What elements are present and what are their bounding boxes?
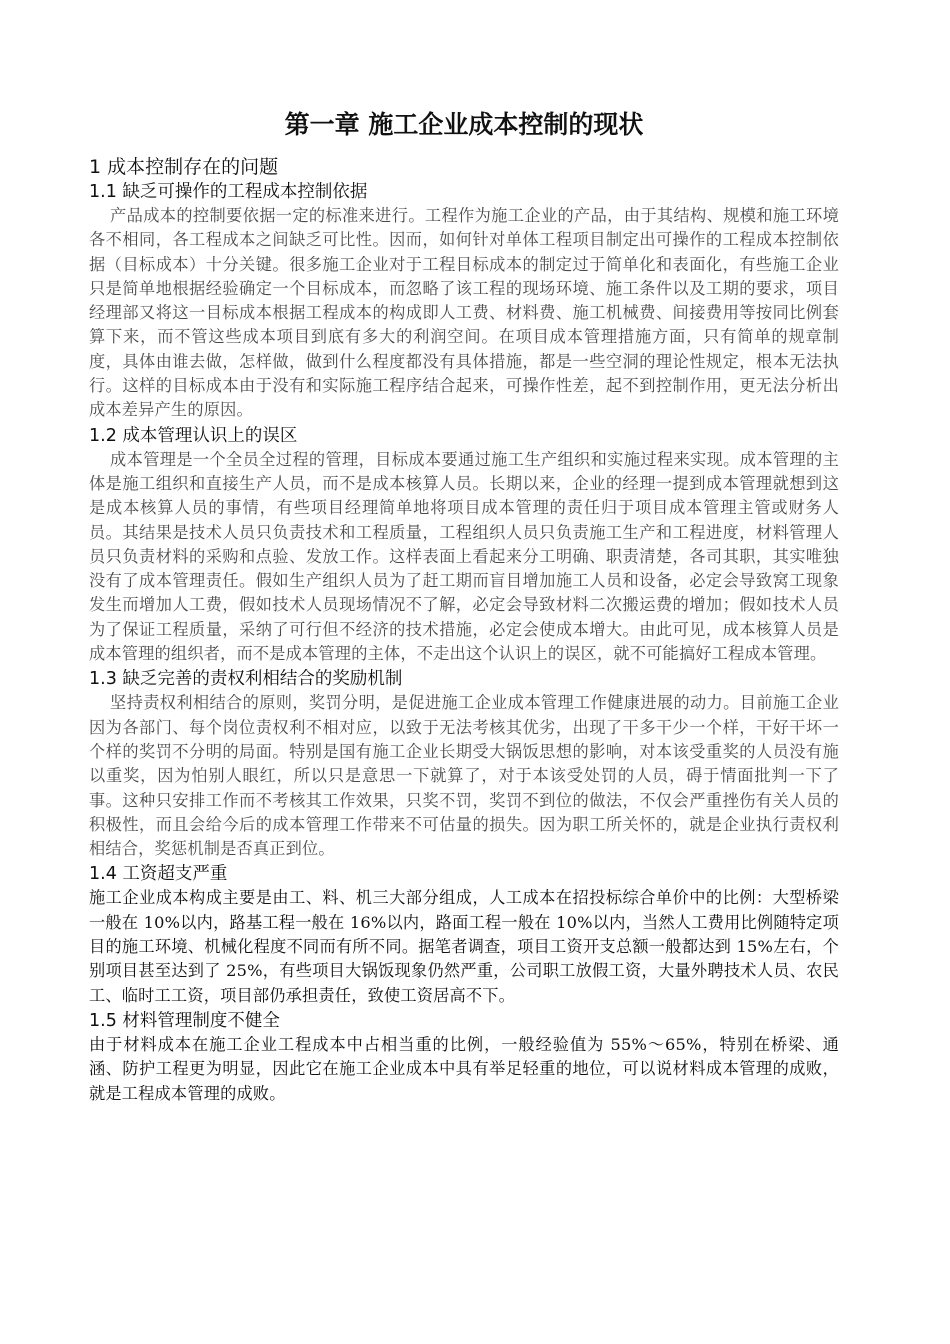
document-content: [89, 105, 839, 1107]
subsection-heading-1-3: 1.3 缺乏完善的责权利相结合的奖励机制: [89, 669, 403, 690]
paragraph-1-5: 由于材料成本在施工企业工程成本中占相当重的比例，一般经验值为 55%～65%，特别在桥梁、通涵、防护工程更为明显，因此它在施工企业成本中具有举足轻重的地位，可以说材料成本管理的成败，就是工程成本管理的成败。: [89, 1034, 839, 1103]
section-heading: 1 成本控制存在的问题: [89, 156, 279, 178]
paragraph-1-2: 成本管理是一个全员全过程的管理，目标成本要通过施工生产组织和实施过程来实现。成本管理的主体是施工组织和直接生产人员，而不是成本核算人员。长期以来，企业的经理一提到成本管理就想到这是成本核算人员的事情，有些项目经理简单地将项目成本管理的责任归于项目成本管理主管或财务人员。其结果是技术人员只负责技术和工程质量，工程组织人员只负责施工生产和工程进度，材料管理人员只负责材料的采购和点验、发放工作。这样表面上看起来分工明确、职责清楚，各司其职，其实唯独没有了成本管理责任。假如生产组织人员为了赶工期而盲目增加施工人员和设备，必定会导致窝工现象发生而增加人工费，假如技术人员现场情况不了解，必定会导致材料二次搬运费的增加；假如技术人员为了保证工程质量，采纳了可行但不经济的技术措施，必定会使成本增大。由此可见，成本核算人员是成本管理的组织者，而不是成本管理的主体，不走出这个认识上的误区，就不可能搞好工程成本管理。: [89, 449, 839, 664]
paragraph-1-3: 坚持责权利相结合的原则，奖罚分明，是促进施工企业成本管理工作健康进展的动力。目前施工企业因为各部门、每个岗位责权利不相对应，以致于无法考核其优劣，出现了干多干少一个样，干好干坏一个样的奖罚不分明的局面。特别是国有施工企业长期受大锅饭思想的影响，对本该受重奖的人员没有施以重奖，因为怕别人眼红，所以只是意思一下就算了，对于本该受处罚的人员，碍于情面批判一下了事。这种只安排工作而不考核其工作效果，只奖不罚，奖罚不到位的做法，不仅会严重挫伤有关人员的积极性，而且会给今后的成本管理工作带来不可估量的损失。因为职工所关怀的，就是企业执行责权利相结合，奖惩机制是否真正到位。: [89, 693, 839, 859]
paragraph-1-4: 施工企业成本构成主要是由工、料、机三大部分组成，人工成本在招投标综合单价中的比例：大型桥梁一般在 10%以内，路基工程一般在 16%以内，路面工程一般在 10%以内，当然人工费用比例随特定项目的施工环境、机械化程度不同而有所不同。据笔者调查，项目工资开支总额一般都达到 15%左右，个别项目甚至达到了 25%，有些项目大锅饭现象仍然严重，公司职工放假工资，大量外聘技术人员、农民工、临时工工资，项目部仍承担责任，致使工资居高不下。: [89, 888, 839, 1005]
subsection-heading-1-2: 1.2 成本管理认识上的误区: [89, 425, 298, 446]
chapter-title: 第一章 施工企业成本控制的现状: [284, 110, 644, 139]
paragraph-1-1: 产品成本的控制要依据一定的标准来进行。工程作为施工企业的产品，由于其结构、规模和施工环境各不相同，各工程成本之间缺乏可比性。因而，如何针对单体工程项目制定出可操作的工程成本控制依据（目标成本）十分关键。很多施工企业对于工程目标成本的制定过于简单化和表面化，有些施工企业只是简单地根据经验确定一个目标成本，而忽略了该工程的现场环境、施工条件以及工期的要求，项目经理部又将这一目标成本根据工程成本的构成即人工费、材料费、施工机械费、间接费用等按同比例套算下来，而不管这些成本项目到底有多大的利润空间。在项目成本管理措施方面，只有简单的规章制度，具体由谁去做，怎样做，做到什么程度都没有具体措施，都是一些空洞的理论性规定，根本无法执行。这样的目标成本由于没有和实际施工程序结合起来，可操作性差，起不到控制作用，更无法分析出成本差异产生的原因。: [89, 206, 839, 420]
subsection-heading-1-4: 1.4 工资超支严重: [89, 864, 228, 885]
subsection-heading-1-1: 1.1 缺乏可操作的工程成本控制依据: [89, 182, 368, 202]
subsection-heading-1-5: 1.5 材料管理制度不健全: [89, 1010, 280, 1031]
